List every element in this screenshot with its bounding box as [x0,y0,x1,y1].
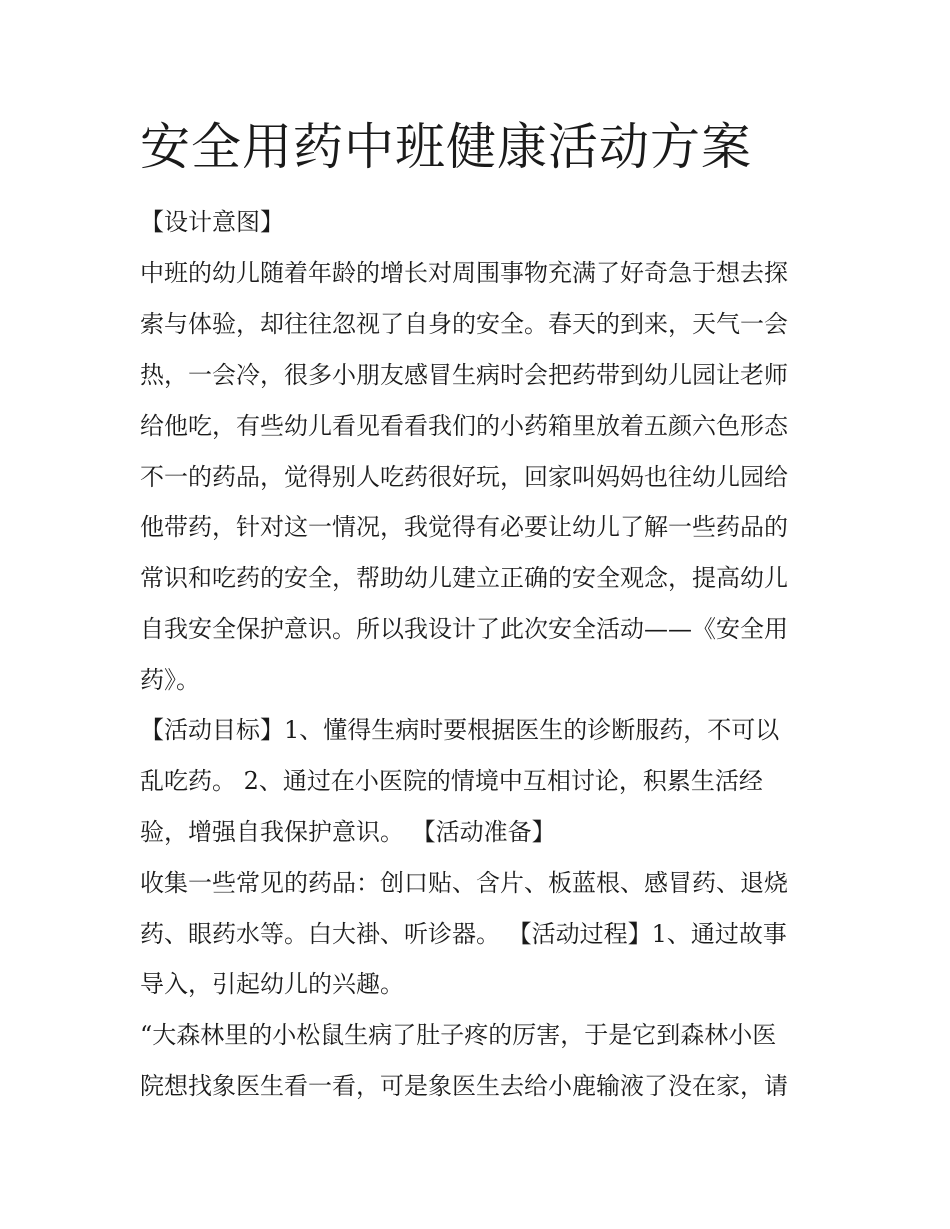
paragraph-line: 中班的幼儿随着年龄的增长对周围事物充满了好奇急于想去探 [140,259,788,287]
paragraph-line: 验，增强自我保护意识。 【活动准备】 [140,818,556,846]
paragraph-line: 院想找象医生看一看，可是象医生去给小鹿输液了没在家，请 [140,1072,788,1100]
section-heading-design-intent: 【设计意图】 [140,208,284,236]
paragraph-line: 药、眼药水等。白大褂、听诊器。 【活动过程】1、通过故事 [140,920,787,948]
paragraph-line: 索与体验，却往往忽视了自身的安全。春天的到来，天气一会 [140,310,788,338]
paragraph-line: 他带药，针对这一情况，我觉得有必要让幼儿了解一些药品的 [140,513,788,541]
paragraph-line: 自我安全保护意识。所以我设计了此次安全活动——《安全用 [140,615,788,643]
paragraph-line: 热，一会冷，很多小朋友感冒生病时会把药带到幼儿园让老师 [140,361,788,389]
paragraph-line: 常识和吃药的安全，帮助幼儿建立正确的安全观念，提高幼儿 [140,564,788,592]
paragraph-line: 不一的药品，觉得别人吃药很好玩，回家叫妈妈也往幼儿园给 [140,463,788,491]
paragraph-line: 给他吃，有些幼儿看见看看我们的小药箱里放着五颜六色形态 [140,412,788,440]
paragraph-line: “大森林里的小松鼠生病了肚子疼的厉害，于是它到森林小医 [140,1021,777,1049]
paragraph-line: 收集一些常见的药品：创口贴、含片、板蓝根、感冒药、退烧 [140,869,788,897]
document-title: 安全用药中班健康活动方案 [140,118,752,176]
section-line-activity-goals: 【活动目标】1、懂得生病时要根据医生的诊断服药，不可以 [140,716,780,744]
paragraph-line: 药》。 [140,666,200,694]
paragraph-line: 乱吃药。 2、通过在小医院的情境中互相讨论，积累生活经 [140,767,763,795]
paragraph-line: 导入，引起幼儿的兴趣。 [140,970,404,998]
